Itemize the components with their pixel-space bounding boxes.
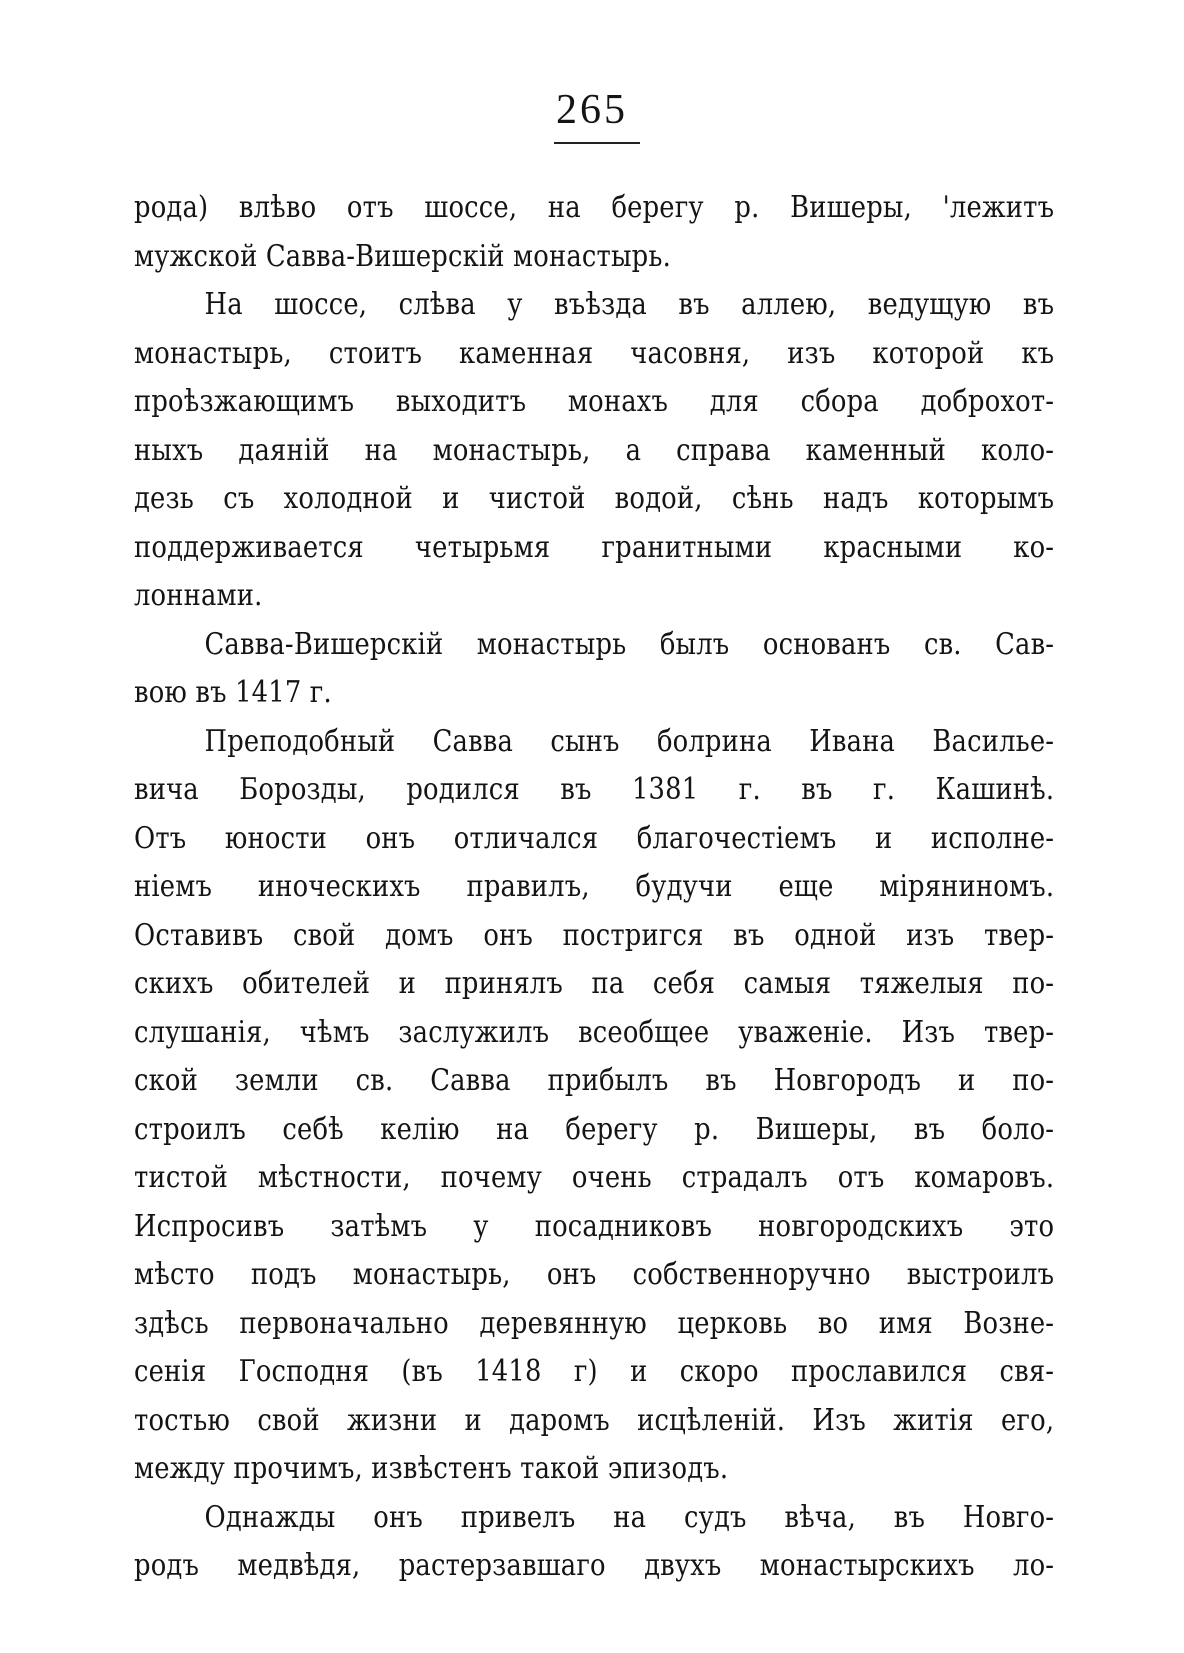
text-line: Савва-Вишерскій монастырь былъ основанъ св. Сав- — [204, 626, 1055, 662]
text-line: мѣсто подъ монастырь, онъ собственноручно выстроилъ — [134, 1257, 1055, 1292]
text-line: рода) влѣво отъ шоссе, на берегу р. Вишеры, 'лежитъ — [134, 190, 1055, 225]
text-line: здѣсь первоначально деревянную церковь во имя Возне- — [134, 1305, 1055, 1341]
text-line: тостью свой жизни и даромъ исцѣленій. Изъ житія его, — [134, 1402, 1055, 1438]
text-line: На шоссе, слѣва у въѣзда въ аллею, ведущую въ — [204, 287, 1055, 322]
text-line: монастырь, стоитъ каменная часовня, изъ которой къ — [134, 335, 1055, 371]
text-line: скихъ обителей и принялъ па себя самыя тяжелыя по- — [134, 966, 1055, 1001]
text-line: лоннами. — [134, 578, 263, 613]
text-line: вою въ 1417 г. — [134, 675, 332, 710]
text-line: Испросивъ затѣмъ у посадниковъ новгородскихъ это — [134, 1208, 1055, 1244]
text-line: поддерживается четырьмя гранитными красными ко- — [134, 529, 1055, 565]
text-line: мужской Савва-Вишерскій монастырь. — [134, 238, 671, 274]
text-line: сенія Господня (въ 1418 г) и скоро прославился свя- — [134, 1354, 1055, 1389]
text-line: слушанія, чѣмъ заслужилъ всеобщее уваженіе. Изъ твер- — [134, 1014, 1055, 1050]
text-line: вича Борозды, родился въ 1381 г. въ г. Кашинѣ. — [134, 772, 1055, 807]
text-line: Оставивъ свой домъ онъ постригся въ одной изъ твер- — [134, 917, 1055, 953]
text-line: проѣзжающимъ выходитъ монахъ для сбора доброхот- — [134, 384, 1055, 419]
page-number: 265 — [556, 87, 628, 133]
text-line: между прочимъ, извѣстенъ такой эпизодъ. — [134, 1451, 729, 1486]
text-line: Однажды онъ привелъ на судъ вѣча, въ Новго- — [204, 1499, 1055, 1535]
text-line: дезь съ холодной и чистой водой, сѣнь надъ которымъ — [134, 481, 1055, 516]
text-line: тистой мѣстности, почему очень страдалъ отъ комаровъ. — [134, 1160, 1055, 1195]
page-number-underline — [554, 142, 640, 144]
text-line: Отъ юности онъ отличался благочестіемъ и исполне- — [134, 820, 1055, 856]
text-line: строилъ себѣ келію на берегу р. Вишеры, въ боло- — [134, 1111, 1055, 1147]
text-line: родъ медвѣдя, растерзавшаго двухъ монастырскихъ ло- — [134, 1548, 1055, 1583]
text-line: Преподобный Савва сынъ болрина Ивана Васильe- — [204, 723, 1055, 759]
text-line: ныхъ даяній на монастырь, а справа каменный коло- — [134, 432, 1055, 468]
text-line: ніемъ иноческихъ правилъ, будучи еще міряниномъ. — [134, 869, 1055, 904]
body-text — [134, 184, 1054, 1591]
text-line: ской земли св. Савва прибылъ въ Новгородъ и по- — [134, 1063, 1055, 1098]
